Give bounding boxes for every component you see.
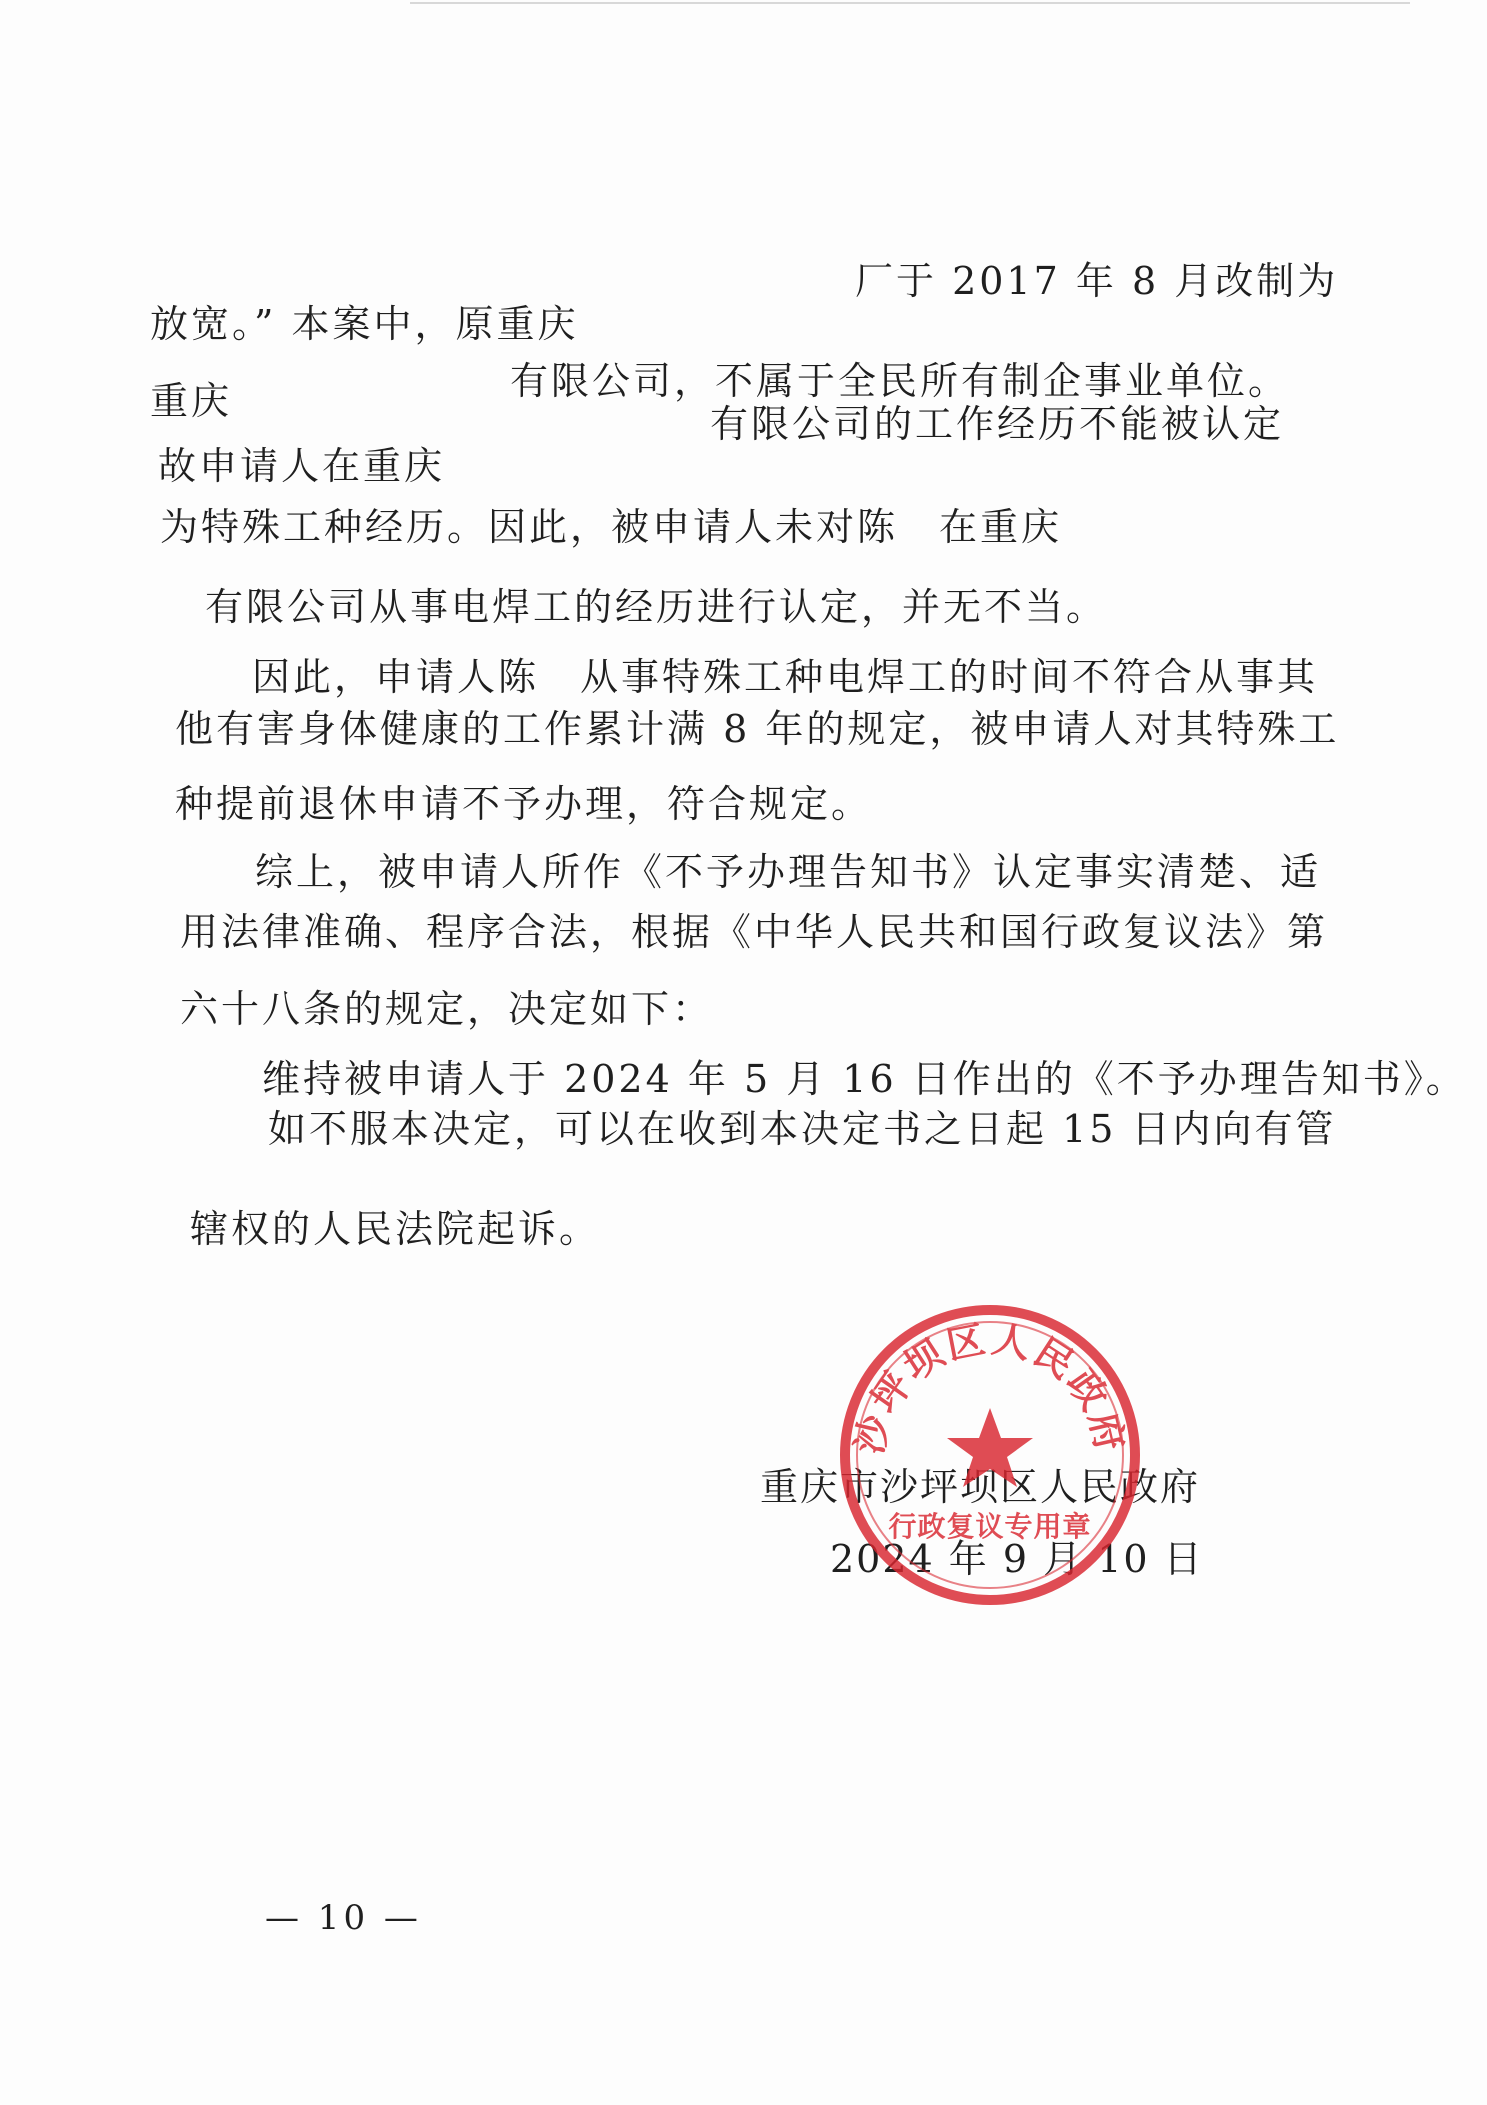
body-line-17: 辖权的人民法院起诉。 — [190, 1207, 601, 1251]
issuer-name: 重庆市沙坪坝区人民政府 — [760, 1465, 1201, 1509]
body-line-14: 六十八条的规定，决定如下： — [180, 987, 714, 1031]
body-line-15: 维持被申请人于 2024 年 5 月 16 日作出的《不予办理告知书》。 — [262, 1057, 1467, 1101]
body-line-1: 厂于 2017 年 8 月改制为 — [855, 259, 1339, 303]
star-icon — [947, 1408, 1033, 1487]
official-seal — [835, 1300, 1145, 1610]
top-rule — [410, 2, 1410, 4]
body-line-5: 有限公司的工作经历不能被认定 — [710, 402, 1285, 446]
body-line-10: 他有害身体健康的工作累计满 8 年的规定，被申请人对其特殊工 — [175, 707, 1340, 751]
page-number: — 10 — — [265, 1898, 422, 1938]
body-line-3: 有限公司，不属于全民所有制企事业单位。 — [510, 359, 1290, 403]
seal-inner-text: 行政复议专用章 — [888, 1510, 1092, 1543]
body-line-8: 有限公司从事电焊工的经历进行认定，并无不当。 — [205, 585, 1108, 629]
issue-date: 2024 年 9 月 10 日 — [830, 1537, 1204, 1581]
body-line-4: 重庆 — [150, 379, 233, 423]
seal-outer-text: 沙坪坝区人民政府 — [846, 1315, 1134, 1458]
body-line-11: 种提前退休申请不予办理，符合规定。 — [175, 782, 873, 826]
body-line-12: 综上，被申请人所作《不予办理告知书》认定事实清楚、适 — [255, 850, 1322, 894]
body-line-6: 故申请人在重庆 — [158, 444, 446, 488]
body-line-16: 如不服本决定，可以在收到本决定书之日起 15 日内向有管 — [268, 1107, 1337, 1151]
body-line-9: 因此，申请人陈 从事特殊工种电焊工的时间不符合从事其 — [252, 655, 1319, 699]
body-line-2: 放宽。” 本案中，原重庆 — [150, 302, 579, 346]
body-line-13: 用法律准确、程序合法，根据《中华人民共和国行政复议法》第 — [180, 910, 1329, 954]
body-line-7: 为特殊工种经历。因此，被申请人未对陈 在重庆 — [160, 505, 1063, 549]
